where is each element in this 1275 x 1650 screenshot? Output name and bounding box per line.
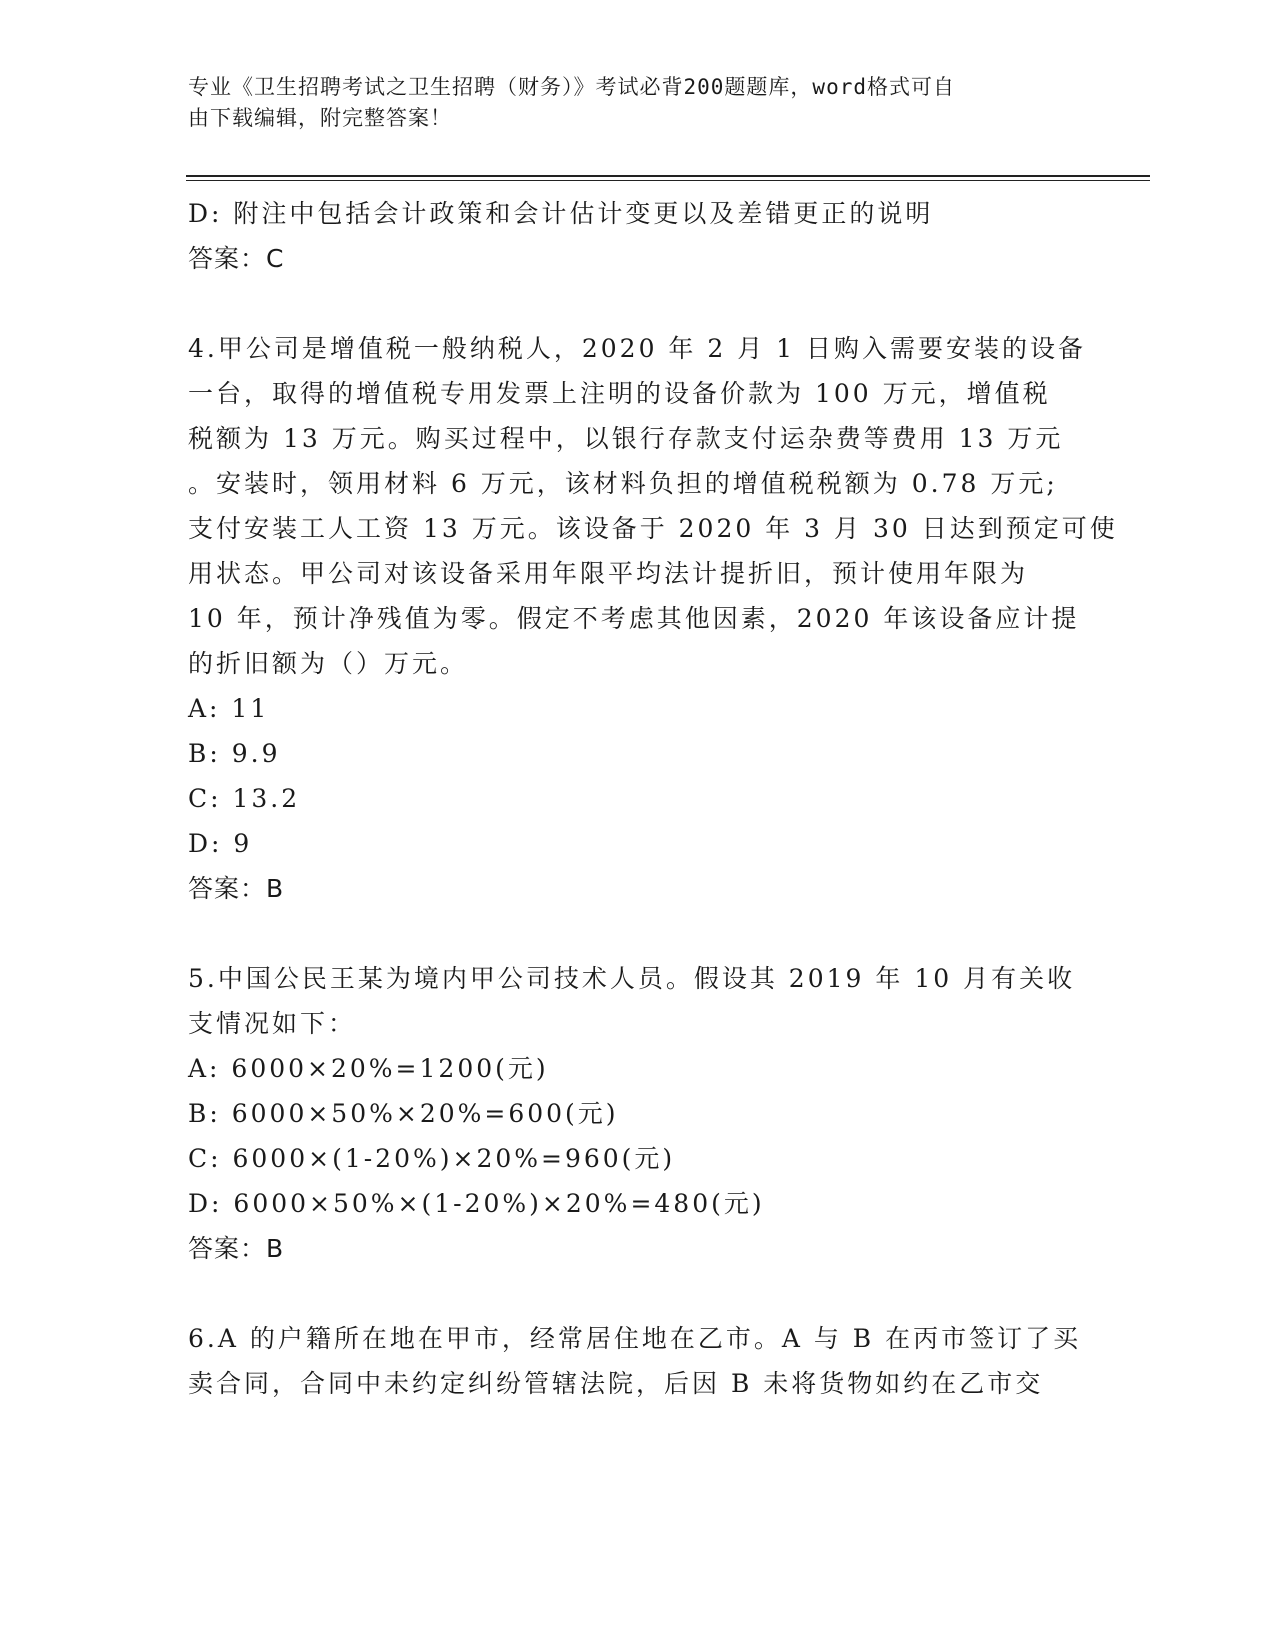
question-text-line: 支付安装工人工资 13 万元。该设备于 2020 年 3 月 30 日达到预定可使	[188, 514, 1118, 543]
question-6	[188, 1316, 1088, 1406]
header-title-line-1: 专业《卫生招聘考试之卫生招聘（财务）》考试必背200题题库，word格式可自	[188, 75, 955, 99]
question-5	[188, 956, 1088, 1271]
option-c: C: 13.2	[188, 784, 301, 813]
question-text-line: 的折旧额为（）万元。	[188, 649, 469, 678]
option-b: B: 9.9	[188, 739, 281, 768]
header-divider-thin	[186, 180, 1150, 181]
question-text-line: 用状态。甲公司对该设备采用年限平均法计提折旧，预计使用年限为	[188, 559, 1029, 588]
document-header	[188, 72, 1068, 134]
spacer	[188, 911, 1088, 956]
option-b: B: 6000×50%×20%=600(元)	[188, 1099, 619, 1128]
question-text-line: 卖合同，合同中未约定纠纷管辖法院，后因 B 未将货物如约在乙市交	[188, 1369, 1044, 1398]
question-text-line: 支情况如下：	[188, 1009, 357, 1038]
answer: 答案：B	[188, 874, 285, 903]
question-4	[188, 326, 1118, 911]
spacer	[188, 1271, 1088, 1316]
question-text-line: 税额为 13 万元。购买过程中，以银行存款支付运杂费等费用 13 万元	[188, 424, 1064, 453]
header-divider-thick	[186, 175, 1150, 177]
option-c: C: 6000×(1-20%)×20%=960(元)	[188, 1144, 676, 1173]
question-3-tail	[188, 191, 1088, 281]
document-body	[188, 191, 1118, 1406]
option-d: D: 6000×50%×(1-20%)×20%=480(元)	[188, 1189, 765, 1218]
question-text-line: 。安装时，领用材料 6 万元，该材料负担的增值税税额为 0.78 万元;	[188, 469, 1058, 498]
header-title-line-2: 由下载编辑，附完整答案！	[188, 106, 452, 130]
option-a: A: 11	[188, 694, 270, 723]
answer: 答案：B	[188, 1234, 285, 1263]
option-a: A: 6000×20%=1200(元)	[188, 1054, 549, 1083]
question-text-line: 4.甲公司是增值税一般纳税人，2020 年 2 月 1 日购入需要安装的设备	[188, 334, 1087, 363]
answer: 答案：C	[188, 244, 285, 273]
question-text-line: 一台，取得的增值税专用发票上注明的设备价款为 100 万元，增值税	[188, 379, 1051, 408]
option-d: D: 9	[188, 829, 253, 858]
question-text-line: 6.A 的户籍所在地在甲市，经常居住地在乙市。A 与 B 在丙市签订了买	[188, 1324, 1082, 1353]
question-text-line: 5.中国公民王某为境内甲公司技术人员。假设其 2019 年 10 月有关收	[188, 964, 1076, 993]
spacer	[188, 281, 1088, 326]
question-text-line: 10 年，预计净残值为零。假定不考虑其他因素，2020 年该设备应计提	[188, 604, 1080, 633]
option-d: D: 附注中包括会计政策和会计估计变更以及差错更正的说明	[188, 199, 934, 228]
